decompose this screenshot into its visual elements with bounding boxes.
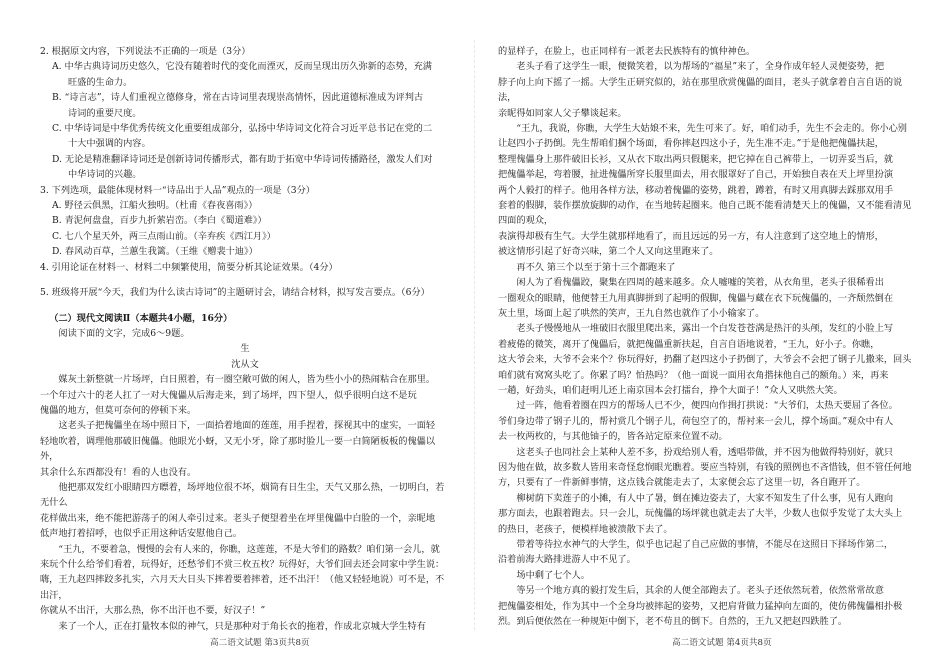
page-footer-right: 高二语文试题 第4页共8页 <box>672 638 772 648</box>
reading-instruction: 阅读下面的文字，完成6～9题。 <box>58 327 190 339</box>
story-paragraph: 媒灰土新整就一片场坪，白日照着，有一圈空敞可做的闲人，皆为些小小的热闹粘合在那里。 一个年过六十的老人扛了一对大傀儡从后海走来，到了场坪，四下望人，似乎很明白这不是玩 傀儡的地方，但莫可奈何的停顿下来。 <box>40 374 436 416</box>
story-paragraph: 这老头子把傀儡坐在场中照日下，一面拾着地面的莲莲，用手捏着，探视其中的虚实，一面轻 轻地吹着，调理他那破旧傀儡。他眼光小蚜，又无小牙，除了那时脸儿一要一白简陋板板的傀儡以外， 其余什么东西都没有！看的人也没有。 <box>40 420 436 478</box>
story-paragraph: 的显样子，在脸上，也正同样有一派老去民族特有的慎仲神色。 <box>498 46 756 57</box>
story-paragraph: 老头子看了这学生一眼，便微笑着，以为帮场的“福星”来了，全身作成年轻人灵便姿势，把 脖子向上向下摇了一摇。大学生正研究似的，站在那里欣赏傀儡的面目，老头子就拿着自言自语的说法， 亲昵得如同家人父子攀谈起来。 <box>498 61 903 119</box>
story-paragraph: 场中剩了七个人。 <box>516 569 590 581</box>
story-paragraph: 柳树荫下卖莲子的小摊，有人中了暑，倒在摊边姿去了，大家不知发生了什么事，见有人跑向 那方面去，也跟着跑去。只一会儿，玩傀儡的场坪就也就走去了大半，少数人也似乎发觉了太大头上 的热日，老孩子，便模样地被溃散下去了。 <box>498 492 903 535</box>
story-paragraph: 这老头子也同社会上某种人差不多，扮戏给别人看，透唱带做，并不因为他做得特别好，就只 因为他在做，故多数人皆用来奇怪怠悯眼光瞧着。要应当特别，有钱的照例也不吝惜钱，但不管任何地 方，只要有了一件新鲜事情，这点钱合就能走去了，太家便会忘了这里一切，各自跑开了。 <box>498 446 912 489</box>
question-2-option-d: D. 无论是精准翻译诗词还是创新诗词传播形式，都有助于拓宽中华诗词传播路径，激发人们对 中华诗词的兴趣。 <box>52 153 433 181</box>
question-3-option-a: A. 野径云俱黑，江船火独明。（杜甫《春夜喜雨》） <box>52 200 258 212</box>
question-3-option-b: B. 青泥何盘盘，百步九折萦岩峦。（李白《蜀道难》） <box>52 215 267 227</box>
question-4: 4. 引用论证在材料一、材料二中频繁使用，简要分析其论证效果。（4分） <box>40 261 338 273</box>
right-page <box>498 44 912 629</box>
question-2-option-a: A. 中华古典诗词历史悠久，它没有随着时代的变化而湮灭，反而呈现出历久弥新的态势，充满 旺盛的生命力。 <box>52 61 432 88</box>
story-paragraph: 老头子慢慢地从一堆破旧衣服里爬出来，露出一个白发苍苍满是热汗的头颅，发红的小脸上写 着疲倦的微笑，离开了傀儡后，就把傀儡重新扶起，自言自语地说着，“王九，好小子。你瞧， 这大爷会来，大爷不会来个？你玩得好，扔翻了赵四这小子扔倒了，大爷会不会把了钢子儿撒来，回头 咱们就有窝窝头吃了。你累了吗？怕热吗？（他一面说一面用衣角揩抹他自己的额角。）来，再来 一趟，好劲头，咱们赶明儿还上南京国本会打擂台，挣个大面子！”众人又哄然大笑。 <box>498 323 912 396</box>
story-paragraph: “王九，我说，你瞧，大学生大姑娘不来，先生可来了。好，咱们动手，先生不会走的。你小心别 让赵四小子扔倒。先生帮咱们捆个场面，看你摔赵四这小子，先生准不走。”于是他把傀儡扶起， 整理傀儡身上那件破旧长衫，又从衣下取出两只假腿来，把它掉在自己裤带上，一切弄妥当后，就 把傀儡举起，弯着腰，扯进傀儡所穿长服里面去，用衣服罩好了自己，开始独自表在天上坪里扮演 两个人毅打的样子。他用各样方法，移动着傀儡的姿势，跳着，蹲着，有时又用真脚去踩那双用手 套着的假脚，装作摆放旋脚的动作，在当地转起圈来。他自己既不能看清楚天上的傀儡，又不能看清见四面的观众， 表演得却极有生气。大学生就那样地看了，而且远远的另一方，有人注意到了这空地上的情形， 被这情形引起了好奇兴味，第二个人又向这里跑来了。 <box>498 123 912 258</box>
story-author: 沈从文 <box>231 358 259 370</box>
question-2-option-b: B. “诗言志”，诗人们重视立德修身，常在古诗词里表现崇高情怀，因此道德标准成为评判古 诗词的重要尺度。 <box>52 92 424 119</box>
page-footer-left: 高二语文试题 第3页共8页 <box>210 638 310 648</box>
story-paragraph: 再不久 第三个以至于第十三个都跑来了 <box>516 261 676 273</box>
story-paragraph: 带着等待拉水神气的大学生，似乎也记起了自己应做的事情，不能尽在这照日下择场作第二， 沿着前海大路排进游人中不见了。 <box>498 539 894 566</box>
question-3-stem: 3. 下列选项，最能体现材料一“诗品出于人品”观点的一项是（3分） <box>40 184 315 196</box>
left-page <box>40 44 450 634</box>
page-divider <box>474 40 475 630</box>
story-paragraph: 等另一个地方真的毅打发生后，其余的人便全部跑去了。老头子还依然玩着，依然常常故意 把傀儡姿相处，作为其中一个全身均被摔起的姿势，又把肩背做力猛掉向左面的，使仿佛傀儡相扑极 烈。到后便依然在一种规矩中倒下，老不苟且的倒下。自然的，王九又把赵四跌胜了。 <box>498 585 903 628</box>
story-paragraph: 过一阵，他看着圈在四方的帮场人已不少，便四向作揖打拱说：“大爷们，太热天要屈了各位。 爷们身边带了钢子儿的，帮衬赏几个钢子儿，荷包空了的，帮衬来一会儿，撑个场面。”观众中有人 去一枚两枚的，与其他铀子的，皆各站定原来位置不动。 <box>498 400 898 443</box>
story-paragraph: 他把那双发红小眼睛四方瞟着，场坪地位很不坏，烟筒有日生尘，天气又那么热，一切明白，若无什么 花样做出来，绝不能把游荡子的闲人牵引过来。老头子便望着坐在坪里傀儡中白脸的一个，亲昵地 低声地打着招呼，也似乎正用这种话安慰他自己。 <box>40 481 445 540</box>
question-2-stem: 2. 根据原文内容，下列说法不正确的一项是（3分） <box>40 46 251 57</box>
story-title: 生 <box>240 343 250 355</box>
question-5: 5. 班级将开展“今天，我们为什么读古诗词”的主题研讨会，请结合材料，拟写发言要点。（6分） <box>40 287 430 299</box>
story-paragraph: 闲人为了看傀儡跤，聚集在四周的越来越多。众人嘘嘘的笑着，从衣角里，老头子很稀看出 一圈观众的眼睛，他便替王九用真脚拼到了起明的假脚，傀儡与藏在衣下玩傀儡的，一齐颓然倒在 灰土里，场面上起了哄然的笑声，王九自然也就作了小小输家了。 <box>498 277 894 319</box>
question-2-option-c: C. 中华诗词是中华优秀传统文化重要组成部分，弘扬中华诗词文化符合习近平总书记在党的二 十大中强调的内容。 <box>52 123 433 150</box>
story-paragraph: “王九，不要着急，慢慢的会有人来的，你瞧，这莲莲，不是大爷们的路数？咱们第一会儿，就 来玩个什么给爷们看着，玩得好，还愁爷们不赏三枚五枚？玩得好，大爷们回去还会同家中学生说： 嗨，王九赵四摔跤多扎实，六月天大日头下摔着要着摔着，还不出汗！（他又轻轻地说）可不是，不出汗， 你就从不出汗，大那么热，你不出汗也不要，好汉子！” <box>40 543 445 617</box>
section-heading: （二）现代文阅读Ⅱ（本题共4小题，16分） <box>49 312 233 324</box>
story-paragraph: 来了一个人，正在打量牧本似的神气，只是那种对于角长衣的拖着，作成北京城大学生特有 <box>58 620 426 632</box>
question-3-option-c: C. 七八个星天外，两三点雨山前。（辛弃疾《西江月》） <box>52 230 276 242</box>
question-3-option-d: D. 春风动百草，兰蕙生我篱。（王维《赠裴十迪》） <box>52 246 258 258</box>
